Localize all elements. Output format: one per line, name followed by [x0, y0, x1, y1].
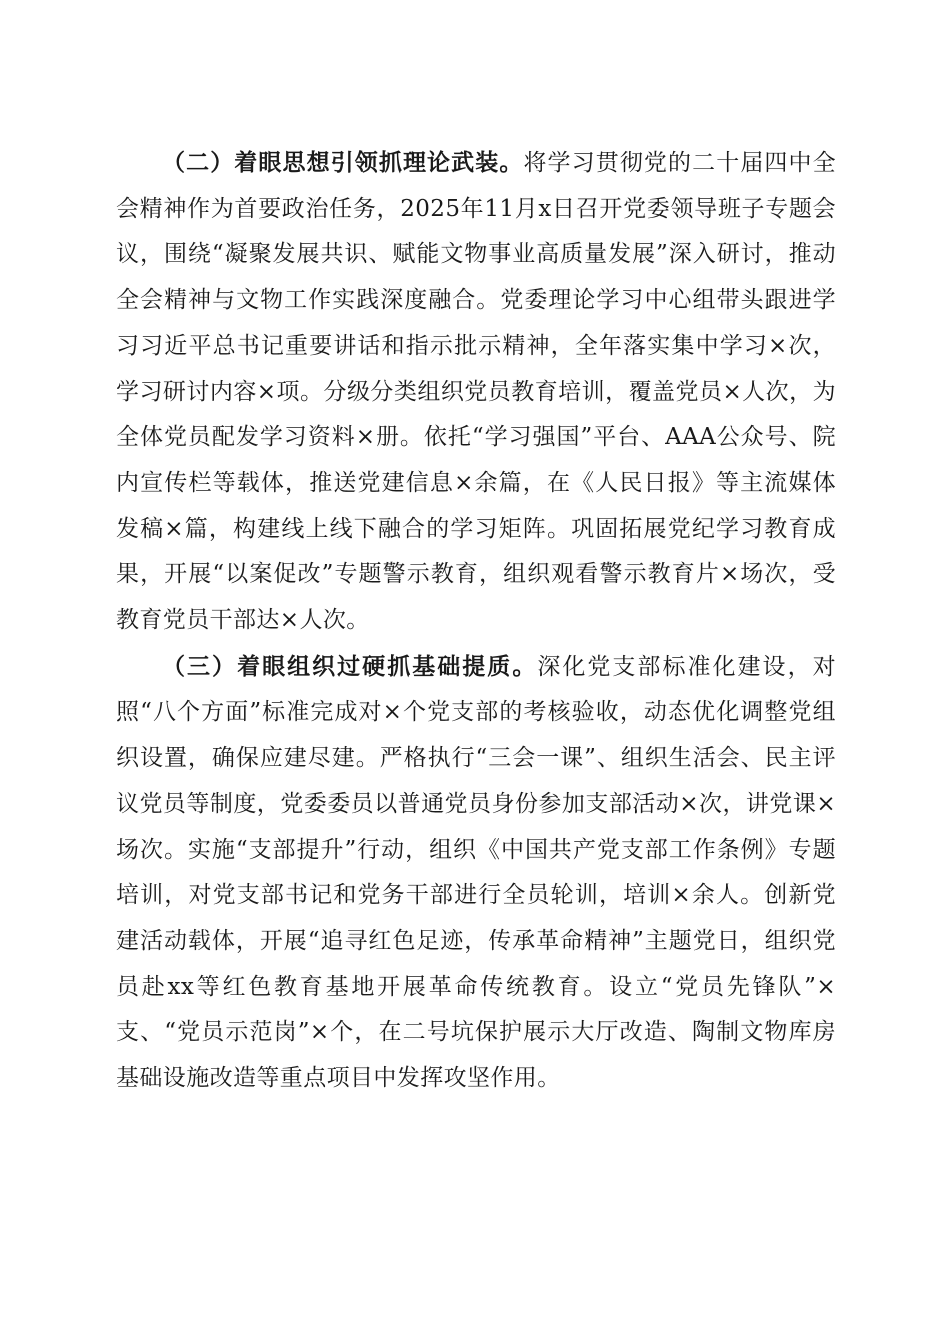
- paragraph-theory-study: [116, 140, 836, 644]
- paragraph-heading: （二）着眼思想引领抓理论武装。: [162, 149, 524, 176]
- document-body: [116, 140, 836, 1102]
- paragraph-organization-building: [116, 644, 836, 1102]
- paragraph-heading: （三）着眼组织过硬抓基础提质。: [162, 652, 538, 680]
- paragraph-text: 深化党支部标准化建设，对照“八个方面”标准完成对×个党支部的考核验收，动态优化调整党组织设置，确保应建尽建。严格执行“三会一课”、组织生活会、民主评议党员等制度，党委委员以普通党员身份参加支部活动×次，讲党课×场次。实施“支部提升”行动，组织《中国共产党支部工作条例》专题培训，对党支部书记和党务干部进行全员轮训，培训×余人。创新党建活动载体，开展“追寻红色足迹，传承革命精神”主题党日，组织党员赴xx等红色教育基地开展革命传统教育。设立“党员先锋队”×支、“党员示范岗”×个，在二号坑保护展示大厅改造、陶制文物库房基础设施改造等重点项目中发挥攻坚作用。: [116, 653, 836, 1092]
- paragraph-text: 将学习贯彻党的二十届四中全会精神作为首要政治任务，2025年11月x日召开党委领导班子专题会议，围绕“凝聚发展共识、赋能文物事业高质量发展”深入研讨，推动全会精神与文物工作实践深度融合。党委理论学习中心组带头跟进学习习近平总书记重要讲话和指示批示精神，全年落实集中学习×次，学习研讨内容×项。分级分类组织党员教育培训，覆盖党员×人次，为全体党员配发学习资料×册。依托“学习强国”平台、AAA公众号、院内宣传栏等载体，推送党建信息×余篇，在《人民日报》等主流媒体发稿×篇，构建线上线下融合的学习矩阵。巩固拓展党纪学习教育成果，开展“以案促改”专题警示教育，组织观看警示教育片×场次，受教育党员干部达×人次。: [116, 150, 837, 634]
